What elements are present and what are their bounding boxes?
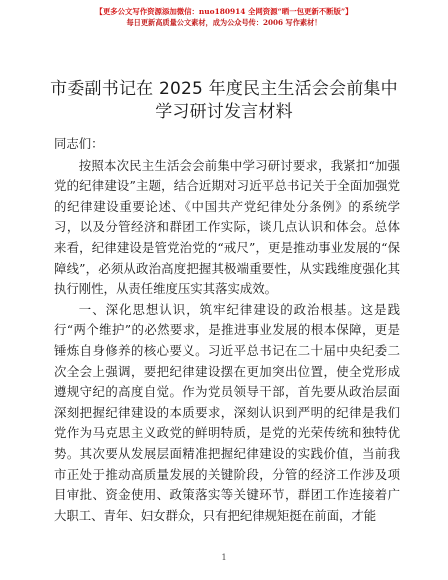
paragraph-intro: 按照本次民主生活会会前集中学习研讨要求，我紧扣“加强党的纪律建设”主题，结合近期对习近平总书记关于全面加强党的纪律建设重要论述、《中国共产党纪律处分条例》的系统学习，以及分管经济和群团工作实际，谈几点认识和体会。总体来看，纪律建设是管党治党的“戒尺”，更是推动事业发展的“保障线”，必须从政治高度把握其极端重要性，从实践维度强化其执行刚性，从责任维度压实其落实成效。 <box>54 157 400 297</box>
promo-banner-line-2: 每日更新高质量公文素材，成为公众号传：2006 写作素材！ <box>126 18 322 27</box>
promo-banner-line-1: 【更多公文写作资源添加微信：nuo180914 全网资源“晒一包更新不断版”】 <box>95 7 353 16</box>
page-number: 1 <box>221 553 227 562</box>
document-title: 市委副书记在 2025 年度民主生活会会前集中学习研讨发言材料 <box>50 79 398 122</box>
promo-banner <box>20 6 428 28</box>
salutation: 同志们： <box>54 136 104 151</box>
paragraph-section-1: 一、深化思想认识，筑牢纪律建设的政治根基。这是践行“两个维护”的必然要求，是推进事业发展的根本保障，更是锤炼自身修养的核心要义。习近平总书记在二十届中央纪委二次全会上强调，要把纪律建设摆在更加突出位置，使全党形成遵规守纪的高度自觉。作为党员领导干部，首先要从政治层面深刻把握纪律建设的本质要求，深刻认识到严明的纪律是我们党作为马克思主义政党的鲜明特质，是党的光荣传统和独特优势。其次要从发展层面精准把握纪律建设的实践价值，当前我市正处于推动高质量发展的关键阶段，分管的经济工作涉及项目审批、资金使用、政策落实等关键环节，群团工作连接着广大职工、青年、妇女群众，只有把纪律规矩挺在前面，才能 <box>54 301 400 523</box>
document-body <box>54 134 400 526</box>
